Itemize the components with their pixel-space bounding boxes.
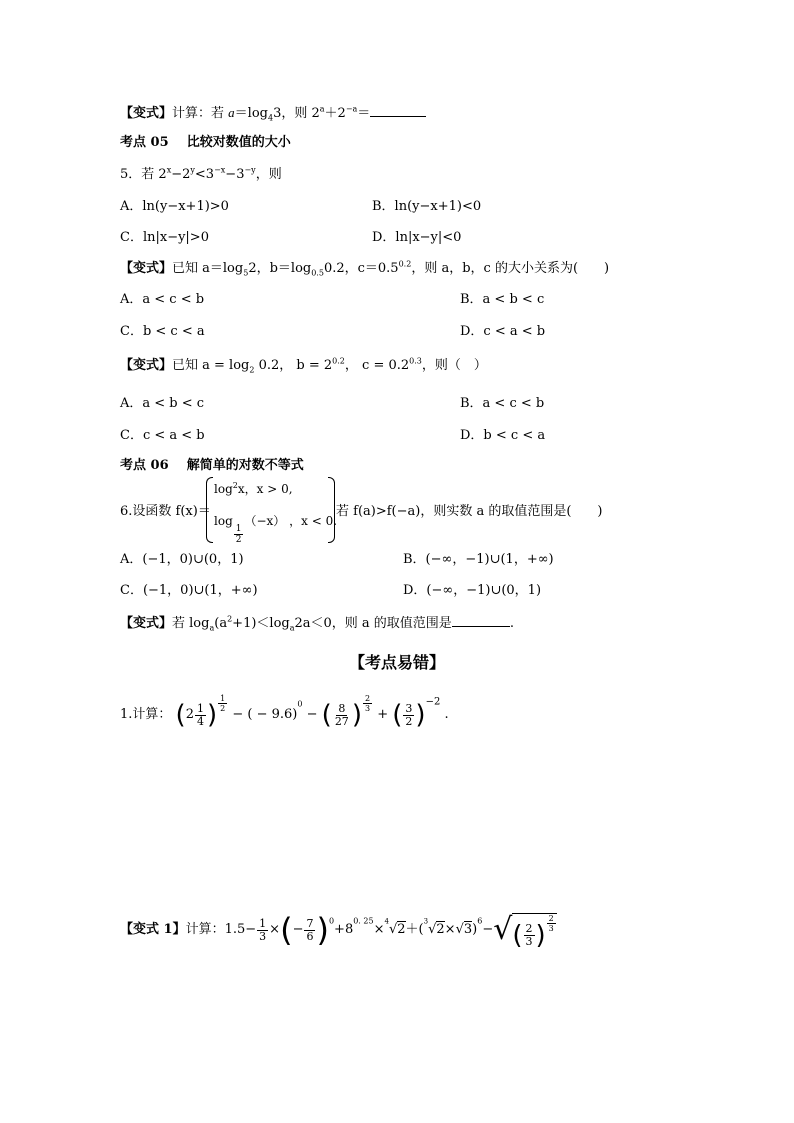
section-heading-05: 考点 05 比较对数值的大小 xyxy=(120,135,291,150)
q5-option-d[interactable]: D．ln|x−y|<0 xyxy=(372,230,462,245)
section-heading-06: 考点 06 解简单的对数不等式 xyxy=(120,458,304,473)
q5-option-b[interactable]: B．ln(y−x+1)<0 xyxy=(372,199,482,214)
q6-prefix: 6.设函数 f(x)＝ xyxy=(120,504,211,519)
v1-option-d[interactable]: D．c < a < b xyxy=(460,324,546,339)
q6-option-d[interactable]: D．(−∞，−1)∪(0，1) xyxy=(403,583,542,598)
variant-tag: 【变式】 xyxy=(120,106,173,121)
q6-case-2: log $\frac{1}{2}$ （−x） ，x < 0. xyxy=(214,514,338,545)
exercise-1: 1.计算： (2 $\frac{1}{4}$ ) $\frac{1}{2}$ − ( − 9.6)$^0$ − ( $\frac{8}{27}$ ) $\frac{2}{3}$ + ( $\frac{3}{2}$ )$^{-2}$ . xyxy=(120,693,449,730)
q5-option-c[interactable]: C．ln|x−y|>0 xyxy=(120,230,209,245)
answer-blank[interactable] xyxy=(452,613,510,627)
v2-option-b[interactable]: B．a < c < b xyxy=(460,396,545,411)
q6-case-1: $\log^2x$，x > 0, xyxy=(214,481,293,496)
v2-option-c[interactable]: C．c < a < b xyxy=(120,428,205,443)
variant-exercise-1: 【变式 1】计算：1.5− $\frac{1}{3}$ ×(− $\frac{7}{6}$ )$^0+8^{0. 25}\times^4√2+(^3√2\times√3)^6-√$( $\frac{2}{3}$ ) $\frac{2}{3}$ xyxy=(120,905,557,955)
q6-stem: 若 f(a)>f(−a)，则实数 a 的取值范围是( ) xyxy=(336,504,603,519)
question-5-stem: 5．若 $2^x-2^y<3^{-x}-3^{-y}$，则 xyxy=(120,165,282,182)
v1-option-a[interactable]: A．a < c < b xyxy=(120,292,205,307)
section-title: 【考点易错】 xyxy=(348,653,445,672)
right-brace xyxy=(328,477,335,543)
v1-option-c[interactable]: C．b < c < a xyxy=(120,324,205,339)
v2-option-a[interactable]: A．a < b < c xyxy=(120,396,205,411)
v1-option-b[interactable]: B．a < b < c xyxy=(460,292,545,307)
variant-line-3: 【变式】已知 $a = \log_2 0.2$， $b = 2^{0.2}$， $c = 0.2^{0.3}$，则（ ） xyxy=(120,356,487,375)
q5-option-a[interactable]: A．ln(y−x+1)>0 xyxy=(120,199,229,214)
variant-line-1: 【变式】计算：若 $a=\log_43$，则 $2^a+2^{-a}=$ xyxy=(120,103,426,123)
q6-option-b[interactable]: B．(−∞，−1)∪(1，+∞) xyxy=(403,552,554,567)
variant-line-2: 【变式】已知 $a=\log_52$，$b=\log_{0.5}0.2$，$c=0.5^{0.2}$，则 a，b，c 的大小关系为( ) xyxy=(120,259,610,278)
q6-option-c[interactable]: C．(−1，0)∪(1，+∞) xyxy=(120,583,258,598)
variant-line-4: 【变式】若 $\log_a(a^2+1)<\log_a2a<0$，则 a 的取值范围是 . xyxy=(120,614,514,633)
answer-blank[interactable] xyxy=(370,103,426,117)
v2-option-d[interactable]: D．b < c < a xyxy=(460,428,546,443)
left-brace xyxy=(206,477,213,543)
q6-option-a[interactable]: A．(−1，0)∪(0，1) xyxy=(120,552,244,567)
